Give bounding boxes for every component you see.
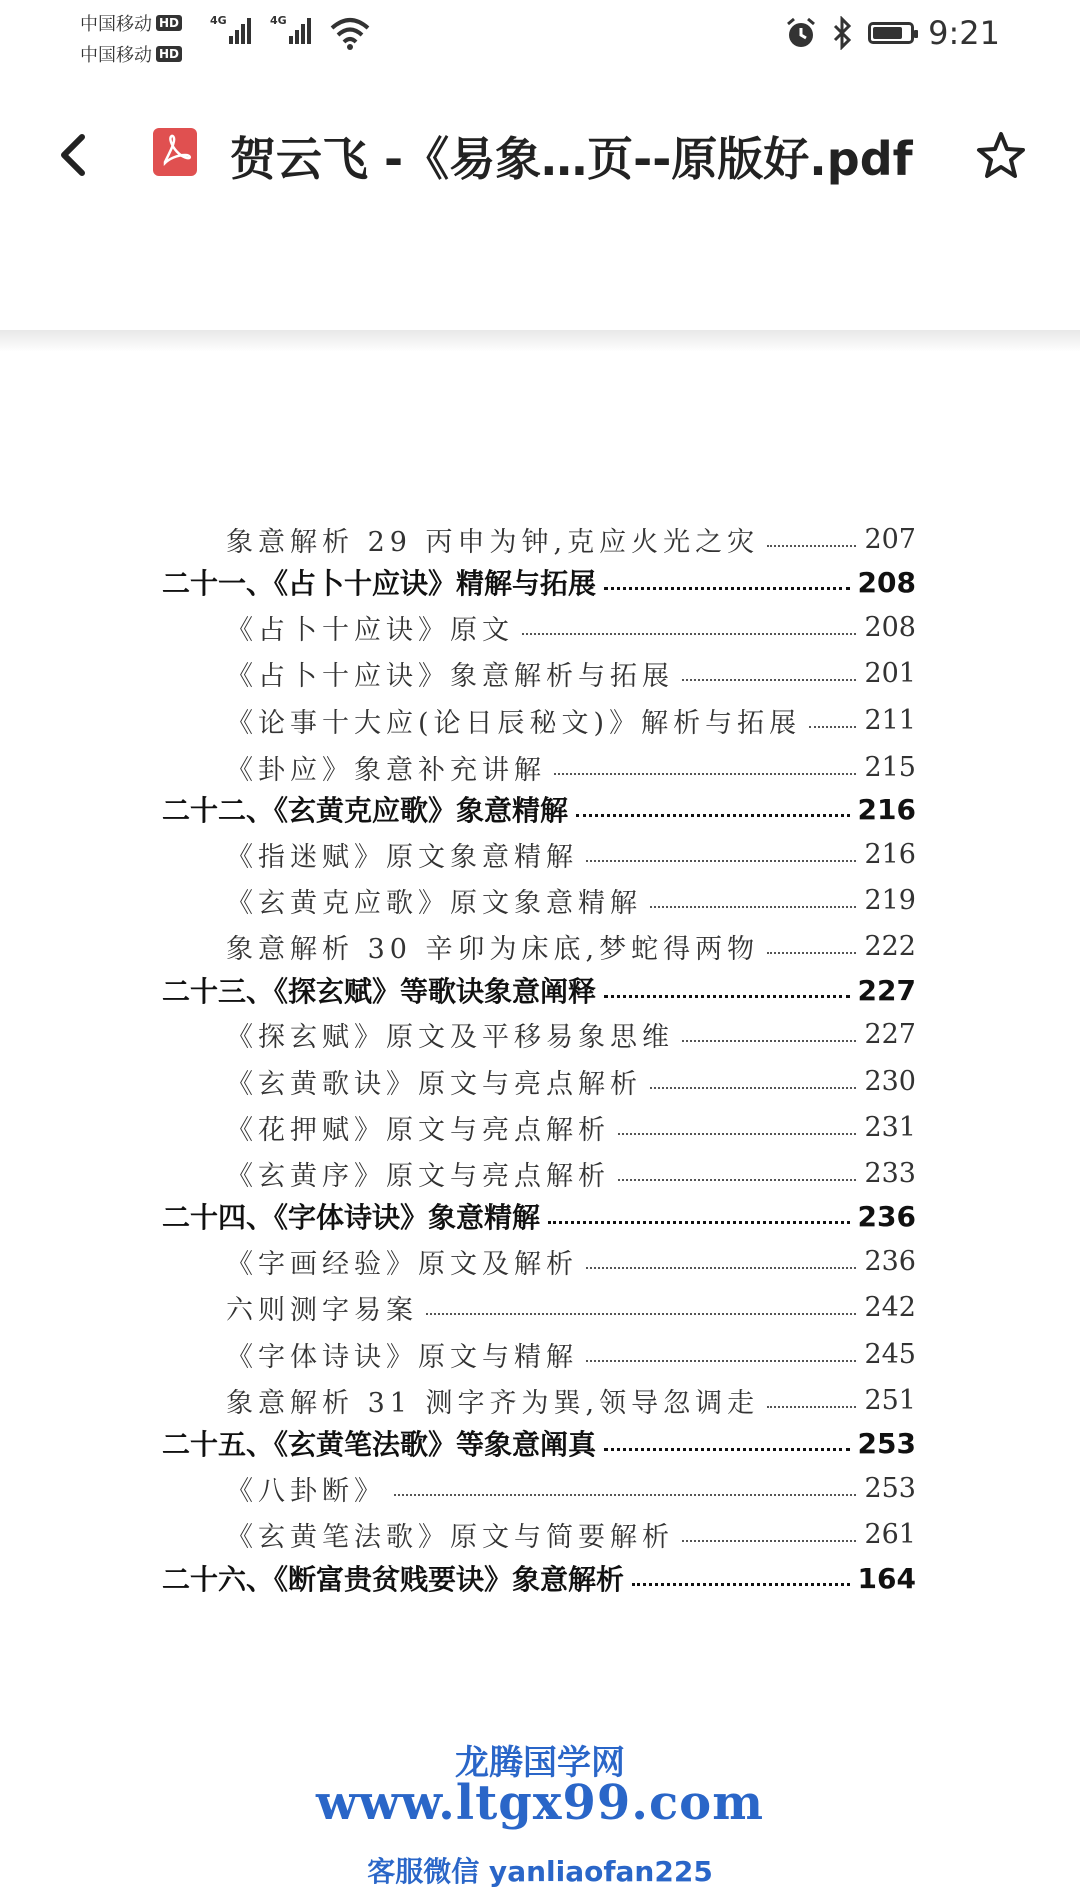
- back-arrow-icon[interactable]: [50, 125, 100, 185]
- toc-entry-title: 《字体诗诀》原文与精解: [226, 1342, 578, 1373]
- toc-leader-dots: [604, 995, 850, 998]
- bluetooth-icon: [832, 16, 854, 50]
- toc-chapter-entry: [162, 562, 916, 602]
- toc-leader-dots: [394, 1494, 856, 1496]
- document-title: 贺云飞 -《易象…页--原版好.pdf: [230, 132, 913, 186]
- toc-leader-dots: [809, 726, 856, 728]
- status-bar: [0, 0, 1080, 70]
- toc-section-entry: [226, 1108, 916, 1147]
- toc-entry-title: 二十一、《占卜十应诀》精解与拓展: [162, 567, 597, 600]
- toc-chapter-entry: [162, 970, 916, 1010]
- toc-leader-dots: [548, 1221, 850, 1224]
- toc-page-number: 251: [864, 1385, 916, 1416]
- toc-leader-dots: [650, 906, 856, 908]
- toc-entry-title: 二十六、《断富贵贫贱要诀》象意解析: [162, 1563, 625, 1596]
- toc-section-entry: [226, 608, 916, 647]
- toc-entry-title: 《花押赋》原文与亮点解析: [226, 1115, 610, 1146]
- toc-page-number: 216: [864, 839, 916, 870]
- toc-chapter-entry: [162, 1423, 916, 1463]
- toc-section-entry: [226, 881, 916, 920]
- toc-leader-dots: [632, 1583, 850, 1586]
- toc-leader-dots: [767, 545, 856, 547]
- toc-entry-title: 《玄黄序》原文与亮点解析: [226, 1161, 610, 1192]
- toc-page-number: 211: [864, 705, 916, 736]
- network-type-label: 4G: [270, 14, 287, 27]
- toc-page-number: 236: [864, 1246, 916, 1277]
- toc-chapter-entry: [162, 1196, 916, 1236]
- toc-section-entry: [226, 701, 916, 740]
- clock: 9:21: [928, 14, 1000, 52]
- toc-leader-dots: [767, 1406, 856, 1408]
- toc-page-number: 245: [864, 1339, 916, 1370]
- toc-page-number: 233: [864, 1158, 916, 1189]
- toc-entry-title: 《占卜十应诀》原文: [226, 615, 514, 646]
- toc-leader-dots: [426, 1313, 856, 1315]
- toc-page-number: 216: [857, 792, 916, 826]
- toc-page-number: 236: [857, 1199, 916, 1233]
- alarm-icon: [784, 16, 818, 50]
- signal-icon: [210, 14, 251, 44]
- toc-leader-dots: [767, 952, 856, 954]
- carrier-1-label: 中国移动: [80, 14, 152, 35]
- toc-leader-dots: [604, 1448, 850, 1451]
- toc-page-number: 201: [864, 658, 916, 689]
- toolbar-divider: [0, 330, 1080, 352]
- toc-chapter-entry: [162, 1558, 916, 1598]
- toc-section-entry: [226, 1015, 916, 1054]
- toc-chapter-entry: [162, 789, 916, 829]
- toc-page-number: 230: [864, 1066, 916, 1097]
- signal-icon: [270, 14, 311, 44]
- toc-entry-title: 《指迷赋》原文象意精解: [226, 842, 578, 873]
- pdf-file-icon: [153, 128, 197, 176]
- toc-entry-title: 象意解析 29 丙申为钟,克应火光之灾: [226, 527, 760, 558]
- toc-entry-title: 《八卦断》: [226, 1476, 386, 1507]
- toc-leader-dots: [576, 814, 850, 817]
- carrier-1: [80, 10, 182, 36]
- toc-section-entry: [226, 1242, 916, 1281]
- toc-leader-dots: [604, 587, 850, 590]
- toc-leader-dots: [650, 1087, 856, 1089]
- toc-leader-dots: [554, 773, 856, 775]
- toc-entry-title: 二十五、《玄黄笔法歌》等象意阐真: [162, 1428, 597, 1461]
- toc-entry-title: 象意解析 30 辛卯为床底,梦蛇得两物: [226, 934, 760, 965]
- wifi-icon: [330, 16, 370, 50]
- carrier-2-label: 中国移动: [80, 45, 152, 66]
- toc-section-entry: [226, 1062, 916, 1101]
- toc-entry-title: 六则测字易案: [226, 1295, 418, 1326]
- toc-entry-title: 象意解析 31 测字齐为巽,领导忽调走: [226, 1388, 760, 1419]
- toc-leader-dots: [586, 860, 856, 862]
- toc-page-number: 215: [864, 752, 916, 783]
- toc-entry-title: 《占卜十应诀》象意解析与拓展: [226, 661, 674, 692]
- toc-entry-title: 二十三、《探玄赋》等歌诀象意阐释: [162, 975, 597, 1008]
- network-type-label: 4G: [210, 14, 227, 27]
- toc-entry-title: 《论事十大应(论日辰秘文)》解析与拓展: [226, 708, 802, 739]
- toc-section-entry: [226, 748, 916, 787]
- toc-leader-dots: [618, 1179, 856, 1181]
- toc-page-number: 261: [864, 1519, 916, 1550]
- toc-leader-dots: [618, 1133, 856, 1135]
- toc-entry-title: 二十二、《玄黄克应歌》象意精解: [162, 794, 569, 827]
- toc-entry-title: 《卦应》象意补充讲解: [226, 755, 546, 786]
- watermark-url: www.ltgx99.com: [316, 1775, 764, 1831]
- toc-page-number: 227: [857, 973, 916, 1007]
- battery-icon: [868, 22, 914, 44]
- toc-page-number: 242: [864, 1292, 916, 1323]
- toc-entry-title: 《玄黄歌诀》原文与亮点解析: [226, 1069, 642, 1100]
- watermark-contact: 客服微信 yanliaofan225: [367, 1855, 713, 1888]
- toc-page-number: 164: [857, 1561, 916, 1595]
- toc-entry-title: 《玄黄笔法歌》原文与简要解析: [226, 1522, 674, 1553]
- toc-entry-title: 《玄黄克应歌》原文象意精解: [226, 888, 642, 919]
- toc-section-entry: [226, 1288, 916, 1327]
- toc-page-number: 208: [864, 612, 916, 643]
- toc-page-number: 231: [864, 1112, 916, 1143]
- toc-entry-title: 《字画经验》原文及解析: [226, 1249, 578, 1280]
- toc-leader-dots: [682, 1540, 856, 1542]
- toc-section-entry: [226, 835, 916, 874]
- toc-page-number: 222: [864, 931, 916, 962]
- toc-section-entry: [226, 1515, 916, 1554]
- app-bar: [0, 95, 1080, 215]
- toc-page-number: 253: [857, 1426, 916, 1460]
- toc-section-entry: [226, 1469, 916, 1508]
- toc-leader-dots: [522, 633, 856, 635]
- toc-section-entry: [226, 520, 916, 559]
- hd-badge: HD: [156, 15, 182, 31]
- toc-leader-dots: [586, 1360, 856, 1362]
- toc-page-number: 208: [857, 565, 916, 599]
- toc-section-entry: [226, 1154, 916, 1193]
- toc-leader-dots: [682, 679, 856, 681]
- toc-leader-dots: [682, 1040, 856, 1042]
- toc-section-entry: [226, 1335, 916, 1374]
- hd-badge: HD: [156, 46, 182, 62]
- watermark-site-name: 龙腾国学网: [455, 1743, 625, 1783]
- toc-leader-dots: [586, 1267, 856, 1269]
- toc-entry-title: 二十四、《字体诗诀》象意精解: [162, 1201, 541, 1234]
- carrier-2: [80, 41, 182, 67]
- toc-section-entry: [226, 1381, 916, 1420]
- toc-section-entry: [226, 654, 916, 693]
- toc-entry-title: 《探玄赋》原文及平移易象思维: [226, 1022, 674, 1053]
- toc-page-number: 219: [864, 885, 916, 916]
- toc-page-number: 207: [864, 524, 916, 555]
- toc-section-entry: [226, 927, 916, 966]
- star-outline-icon[interactable]: [975, 130, 1027, 182]
- toc-page-number: 253: [864, 1473, 916, 1504]
- toc-page-number: 227: [864, 1019, 916, 1050]
